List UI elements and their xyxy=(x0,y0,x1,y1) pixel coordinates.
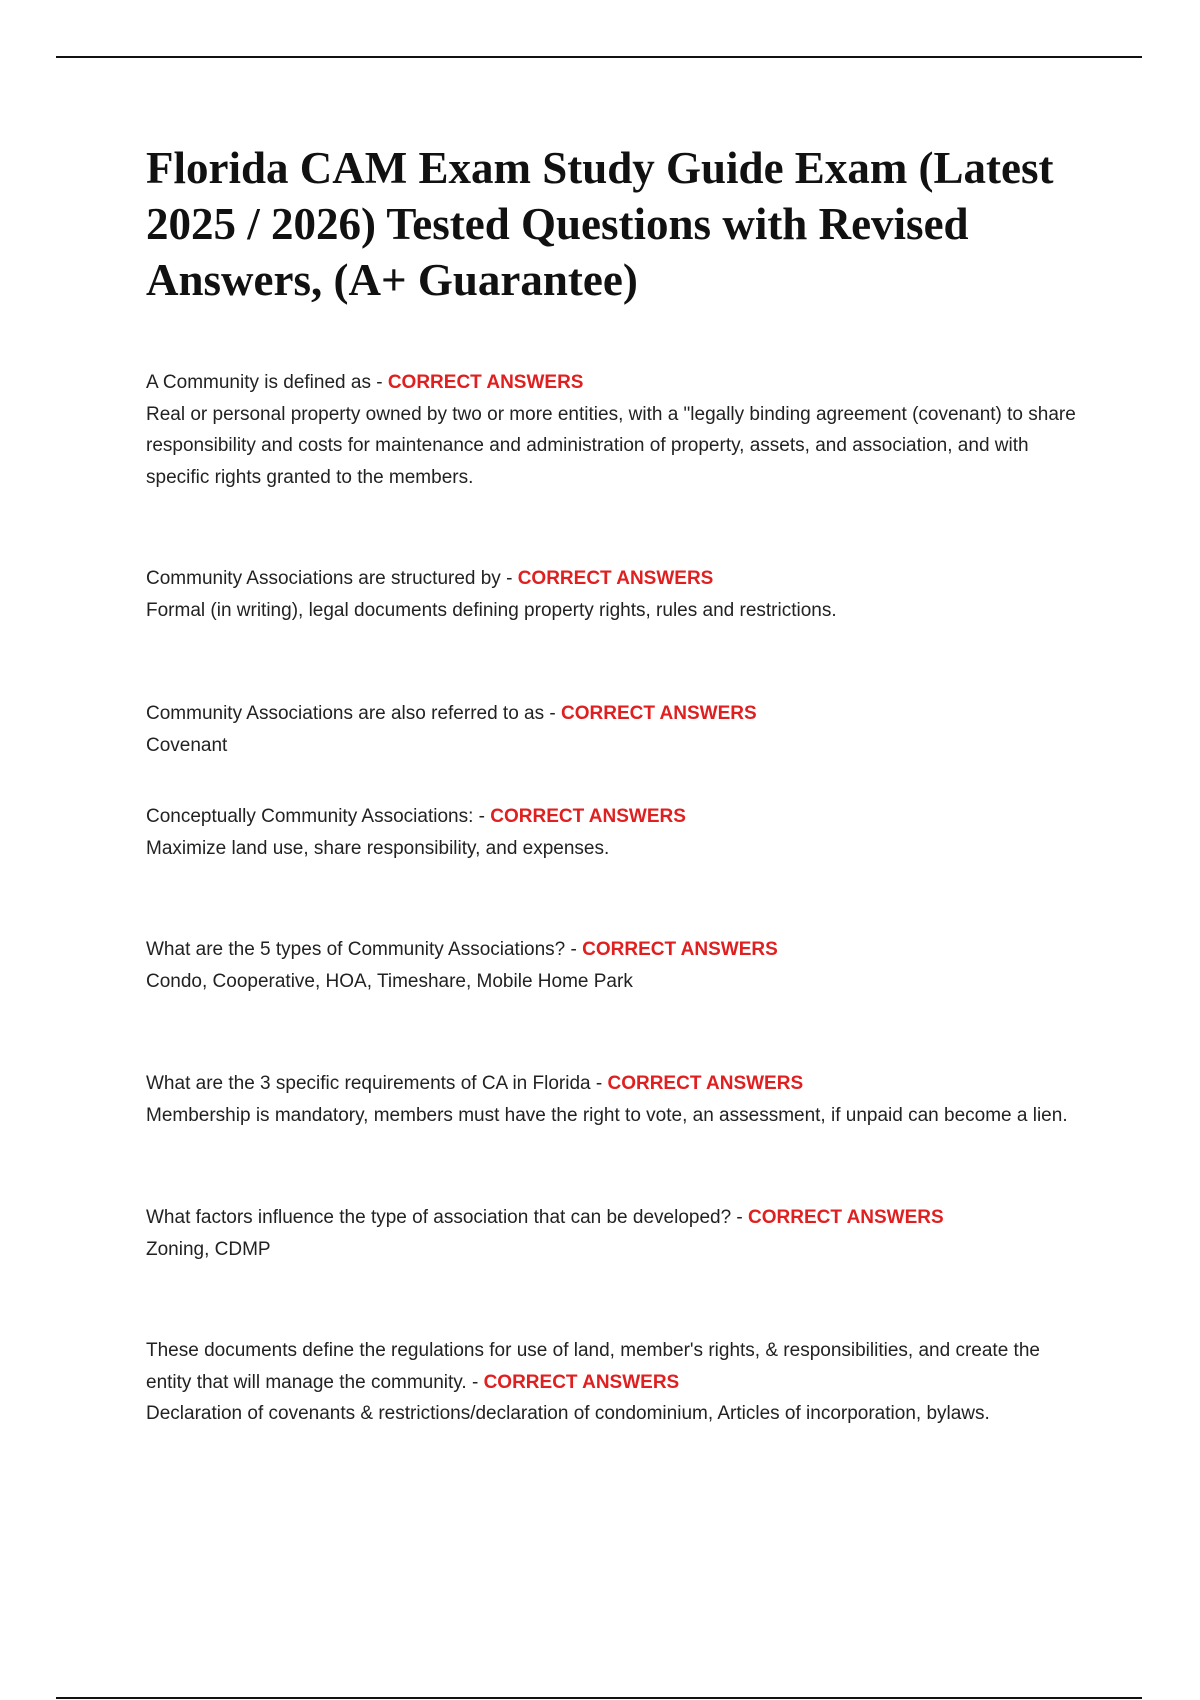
qa-entry-4 xyxy=(146,801,1086,864)
answer-text: Maximize land use, share responsibility, and expenses. xyxy=(146,837,610,859)
bottom-rule xyxy=(56,1697,1142,1699)
question-text: What are the 3 specific requirements of CA in Florida - xyxy=(146,1073,608,1094)
answer-text: Zoning, CDMP xyxy=(146,1238,271,1260)
qa-entry-8 xyxy=(146,1335,1086,1430)
question-text: What are the 5 types of Community Associations? - xyxy=(146,939,583,960)
top-rule xyxy=(56,56,1142,58)
question-text: Community Associations are also referred to as - xyxy=(146,703,562,724)
answer-text: Formal (in writing), legal documents defining property rights, rules and restrictions. xyxy=(146,599,837,621)
correct-answers-tag: CORRECT ANSWERS xyxy=(561,703,757,724)
qa-entry-3 xyxy=(146,698,1086,761)
question-text: Community Associations are structured by - xyxy=(146,568,518,589)
question-text: Conceptually Community Associations: - xyxy=(146,806,491,827)
answer-text: Membership is mandatory, members must have the right to vote, an assessment, if unpaid can become a lien. xyxy=(146,1104,1068,1126)
qa-entry-2 xyxy=(146,563,1086,626)
correct-answers-tag: CORRECT ANSWERS xyxy=(582,939,778,960)
answer-text: Covenant xyxy=(146,734,228,756)
correct-answers-tag: CORRECT ANSWERS xyxy=(387,372,584,393)
correct-answers-tag: CORRECT ANSWERS xyxy=(517,568,714,589)
correct-answers-tag: CORRECT ANSWERS xyxy=(490,806,686,827)
qa-entry-7 xyxy=(146,1202,1086,1265)
question-text: What factors influence the type of association that can be developed? - xyxy=(146,1207,749,1228)
qa-entry-6 xyxy=(146,1068,1086,1131)
correct-answers-tag: CORRECT ANSWERS xyxy=(748,1207,944,1228)
qa-entry-5 xyxy=(146,934,1086,997)
answer-text: Condo, Cooperative, HOA, Timeshare, Mobile Home Park xyxy=(146,970,633,992)
correct-answers-tag: CORRECT ANSWERS xyxy=(483,1371,680,1393)
question-text: A Community is defined as - xyxy=(146,372,388,393)
answer-text: Declaration of covenants & restrictions/declaration of condominium, Articles of incorporation, bylaws. xyxy=(146,1403,990,1424)
question-text: These documents define the regulations for use of land, member's rights, & responsibilities, and create the entity that will manage the community. - xyxy=(146,1340,1046,1393)
qa-entry-1 xyxy=(146,367,1086,493)
answer-text: Real or personal property owned by two or more entities, with a "legally binding agreement (covenant) to share responsibility and costs for maintenance and administration of property, assets, and association, and with specific rights granted to the members. xyxy=(146,403,1082,488)
correct-answers-tag: CORRECT ANSWERS xyxy=(607,1073,804,1094)
document-title: Florida CAM Exam Study Guide Exam (Latest 2025 / 2026) Tested Questions with Revised Answers, (A+ Guarantee) xyxy=(146,143,1054,305)
